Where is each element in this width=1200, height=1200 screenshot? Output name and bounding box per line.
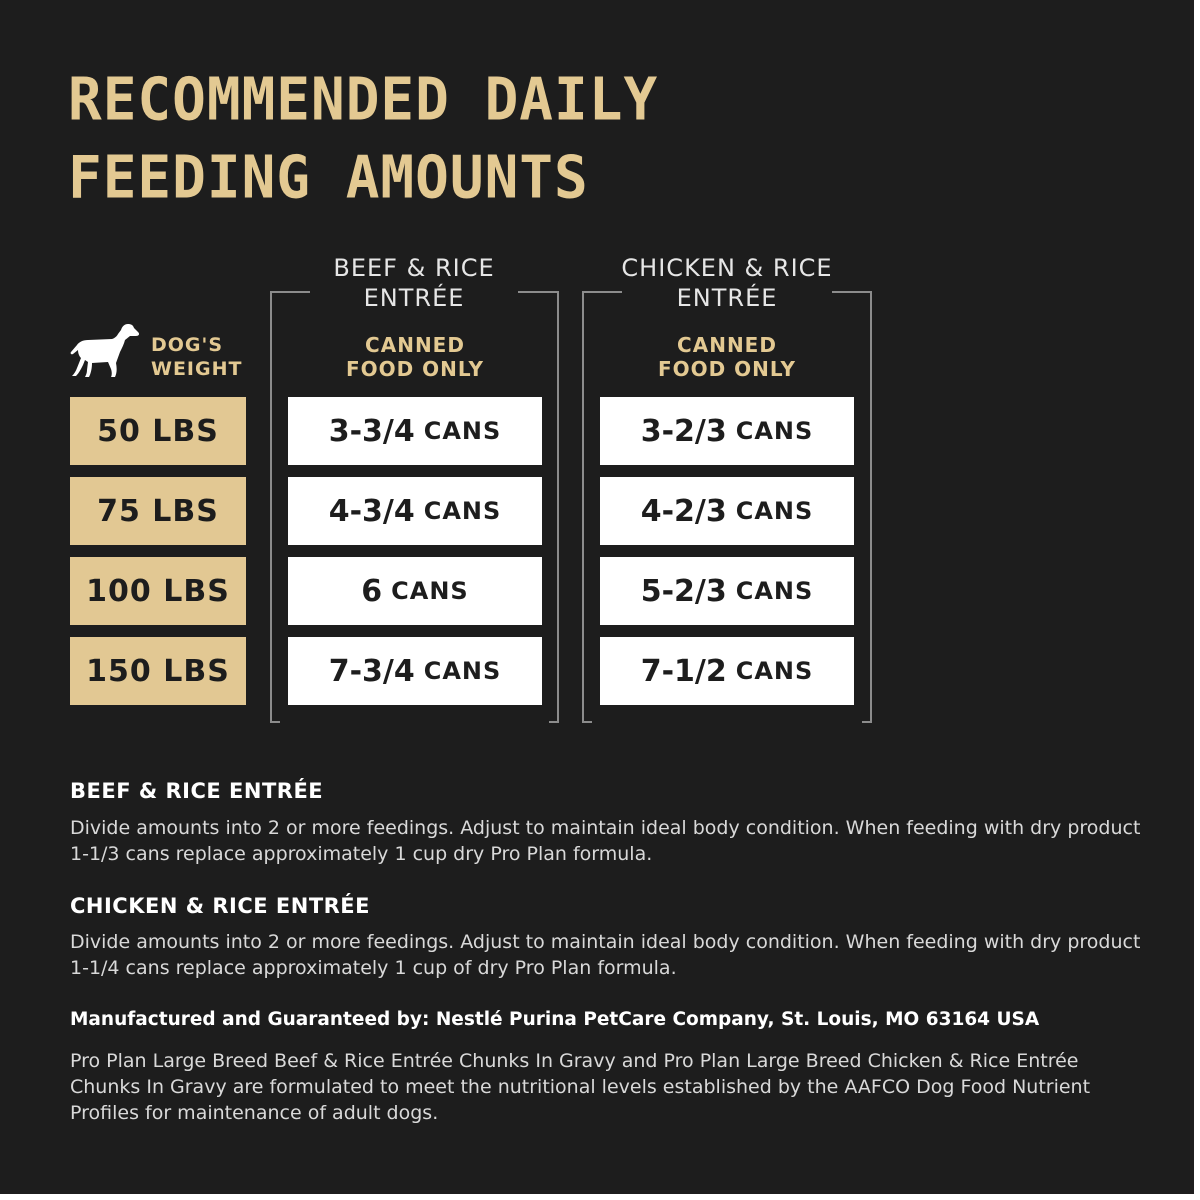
weight-cell: 50 LBS [70,397,246,465]
chicken-bracket-foot-right [862,721,872,723]
chicken-note-title: CHICKEN & RICE ENTRÉE [70,894,370,918]
weight-cell: 75 LBS [70,477,246,545]
dog-silhouette-icon [68,322,142,380]
chicken-bracket-left [582,291,584,723]
beef-bracket-right [557,291,559,723]
beef-amount-cell: 3-3/4 CANS [288,397,542,465]
beef-subheader: CANNED FOOD ONLY [345,333,485,381]
beef-amount-cell: 6 CANS [288,557,542,625]
beef-column-header: BEEF & RICE ENTRÉE [333,254,495,312]
beef-amount-cell: 4-3/4 CANS [288,477,542,545]
chicken-amount-cell: 4-2/3 CANS [600,477,854,545]
title-line-1: RECOMMENDED DAILY [68,66,659,135]
title-line-2: FEEDING AMOUNTS [68,143,589,213]
weight-cell: 150 LBS [70,637,246,705]
chicken-subheader: CANNED FOOD ONLY [657,333,797,381]
beef-bracket-top-left [270,291,310,293]
chicken-amount-cell: 5-2/3 CANS [600,557,854,625]
page-title [68,62,658,217]
beef-bracket-left [270,291,272,723]
chicken-column-header: CHICKEN & RICE ENTRÉE [621,254,833,312]
chicken-note-body: Divide amounts into 2 or more feedings. Adjust to maintain ideal body condition. When feeding with dry product 1-1/4 cans replace approximately 1 cup of dry Pro Plan formula. [70,931,1141,979]
weight-column-header: DOG'S WEIGHT [151,334,243,380]
aafco-statement: Pro Plan Large Breed Beef & Rice Entrée Chunks In Gravy and Pro Plan Large Breed Chicken & Rice Entrée Chunks In Gravy are formulated to meet the nutritional levels established by the AAFCO Dog Food Nutrient Profiles for maintenance of adult dogs. [70,1050,1091,1124]
beef-bracket-top-right [518,291,558,293]
manufacturer-statement: Manufactured and Guaranteed by: Nestlé Purina PetCare Company, St. Louis, MO 63164 USA [70,1009,1040,1030]
beef-bracket-foot-left [270,721,280,723]
chicken-bracket-top-right [832,291,872,293]
chicken-bracket-right [870,291,872,723]
weight-cell: 100 LBS [70,557,246,625]
beef-note-body: Divide amounts into 2 or more feedings. Adjust to maintain ideal body condition. When feeding with dry product 1-1/3 cans replace approximately 1 cup dry Pro Plan formula. [70,817,1141,865]
beef-amount-cell: 7-3/4 CANS [288,637,542,705]
beef-note-title: BEEF & RICE ENTRÉE [70,779,324,803]
chicken-bracket-foot-left [582,721,592,723]
chicken-amount-cell: 3-2/3 CANS [600,397,854,465]
beef-bracket-foot-right [549,721,559,723]
chicken-bracket-top-left [582,291,622,293]
chicken-amount-cell: 7-1/2 CANS [600,637,854,705]
